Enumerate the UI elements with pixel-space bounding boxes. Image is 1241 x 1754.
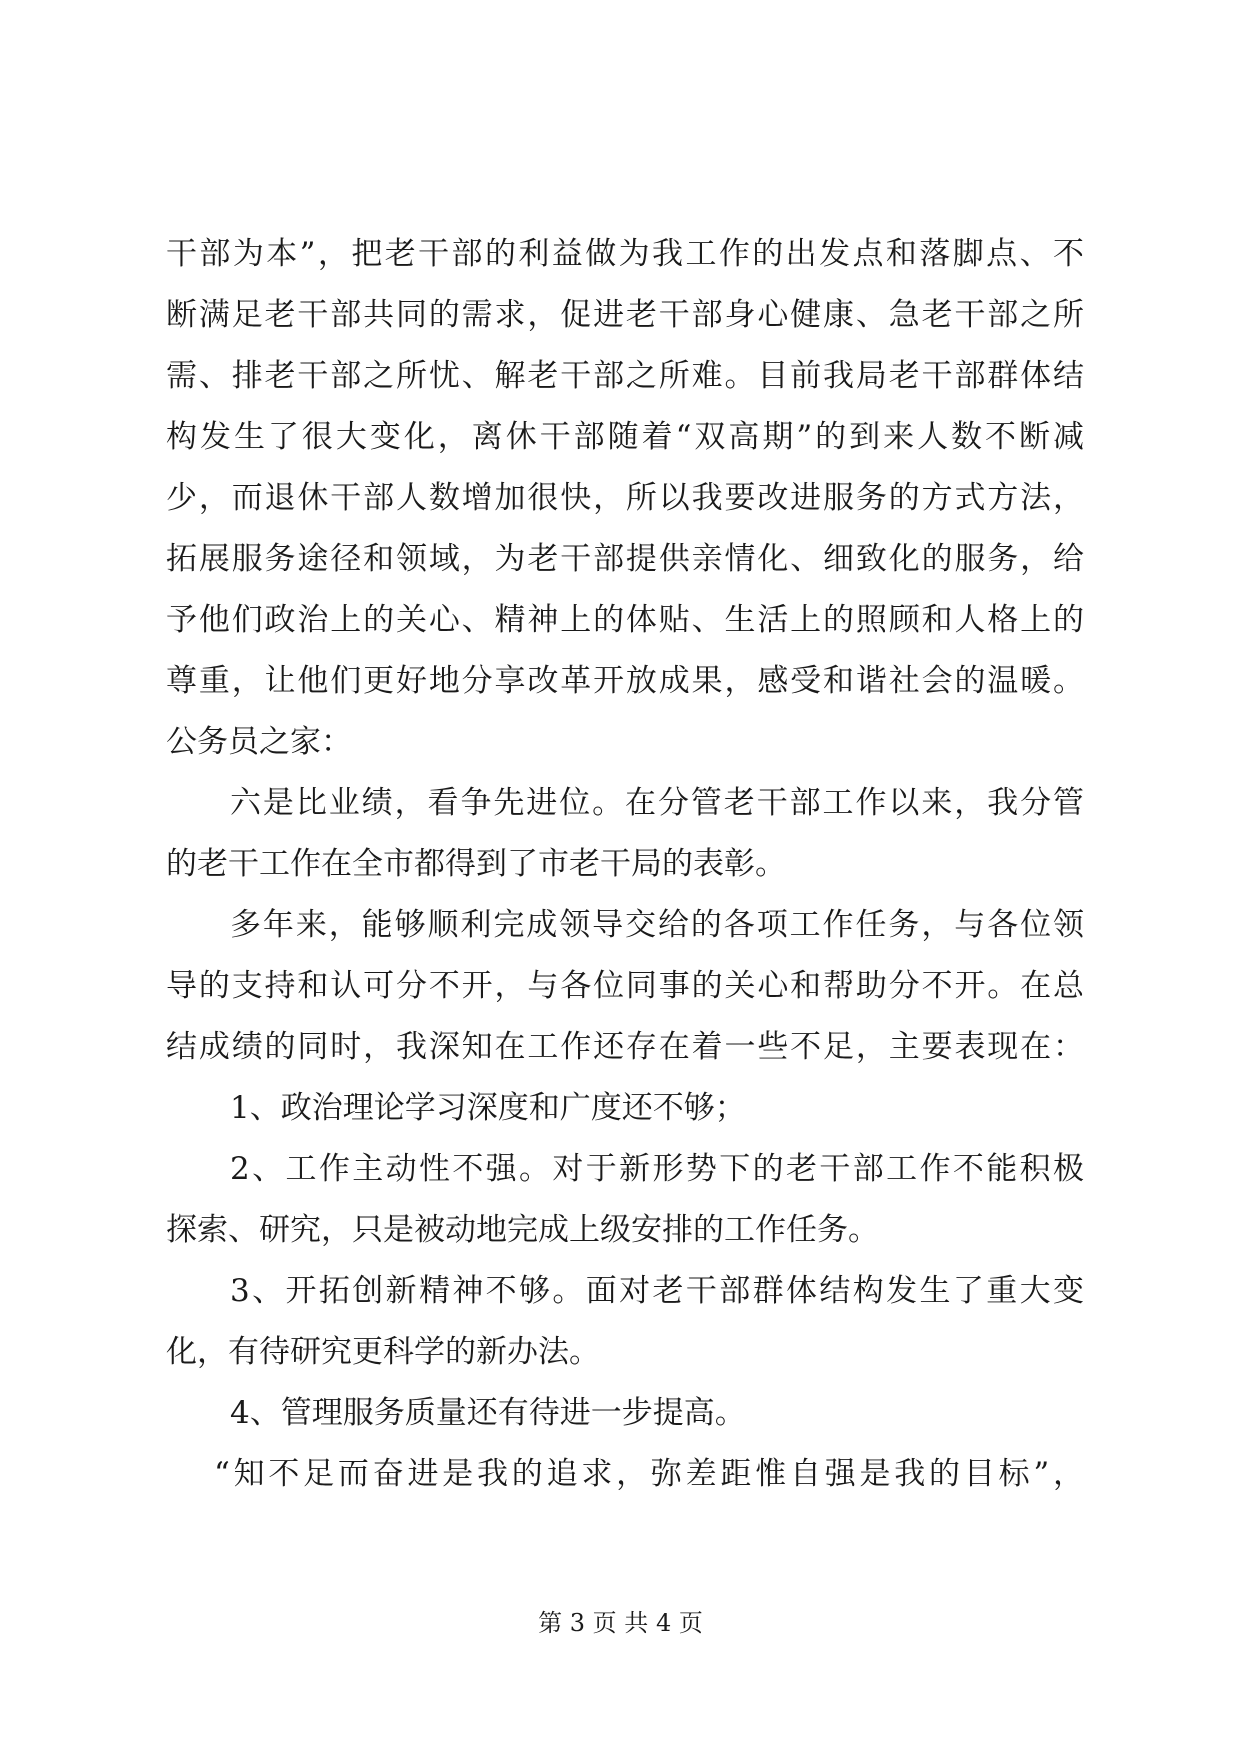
text-line: 断满足老干部共同的需求，促进老干部身心健康、急老干部之所 (166, 297, 1084, 333)
text-line: 少，而退休干部人数增加很快，所以我要改进服务的方式方法， (166, 480, 1084, 516)
list-item: 4、管理服务质量还有待进一步提高。 (230, 1395, 746, 1431)
page-footer (0, 1608, 1241, 1638)
list-item: 2、工作主动性不强。对于新形势下的老干部工作不能积极 (230, 1151, 1084, 1187)
text-line: 探索、研究，只是被动地完成上级安排的工作任务。 (166, 1212, 879, 1248)
text-line: 构发生了很大变化，离休干部随着“双高期”的到来人数不断减 (166, 419, 1084, 455)
document-body (166, 224, 1084, 1505)
text-line: 结成绩的同时，我深知在工作还存在着一些不足，主要表现在： (166, 1029, 1084, 1065)
text-line: 干部为本”，把老干部的利益做为我工作的出发点和落脚点、不 (166, 236, 1084, 272)
list-item: 1、政治理论学习深度和广度还不够； (230, 1090, 746, 1126)
text-line: 公务员之家： (166, 724, 352, 760)
paragraph-first-line: 多年来，能够顺利完成领导交给的各项工作任务，与各位领 (230, 907, 1084, 943)
text-line: 需、排老干部之所忧、解老干部之所难。目前我局老干部群体结 (166, 358, 1084, 394)
list-item: 3、开拓创新精神不够。面对老干部群体结构发生了重大变 (230, 1273, 1084, 1309)
paragraph-first-line: 六是比业绩，看争先进位。在分管老干部工作以来，我分管 (230, 785, 1084, 821)
page-number-label: 第 3 页 共 4 页 (538, 1609, 703, 1637)
text-line: 化，有待研究更科学的新办法。 (166, 1334, 600, 1370)
text-line: 予他们政治上的关心、精神上的体贴、生活上的照顾和人格上的 (166, 602, 1084, 638)
quote-line: “知不足而奋进是我的追求，弥差距惟自强是我的目标”， (214, 1456, 1084, 1492)
text-line: 的老干工作在全市都得到了市老干局的表彰。 (166, 846, 786, 882)
text-line: 尊重，让他们更好地分享改革开放成果，感受和谐社会的温暖。 (166, 663, 1084, 699)
text-line: 拓展服务途径和领域，为老干部提供亲情化、细致化的服务，给 (166, 541, 1084, 577)
text-line: 导的支持和认可分不开，与各位同事的关心和帮助分不开。在总 (166, 968, 1084, 1004)
